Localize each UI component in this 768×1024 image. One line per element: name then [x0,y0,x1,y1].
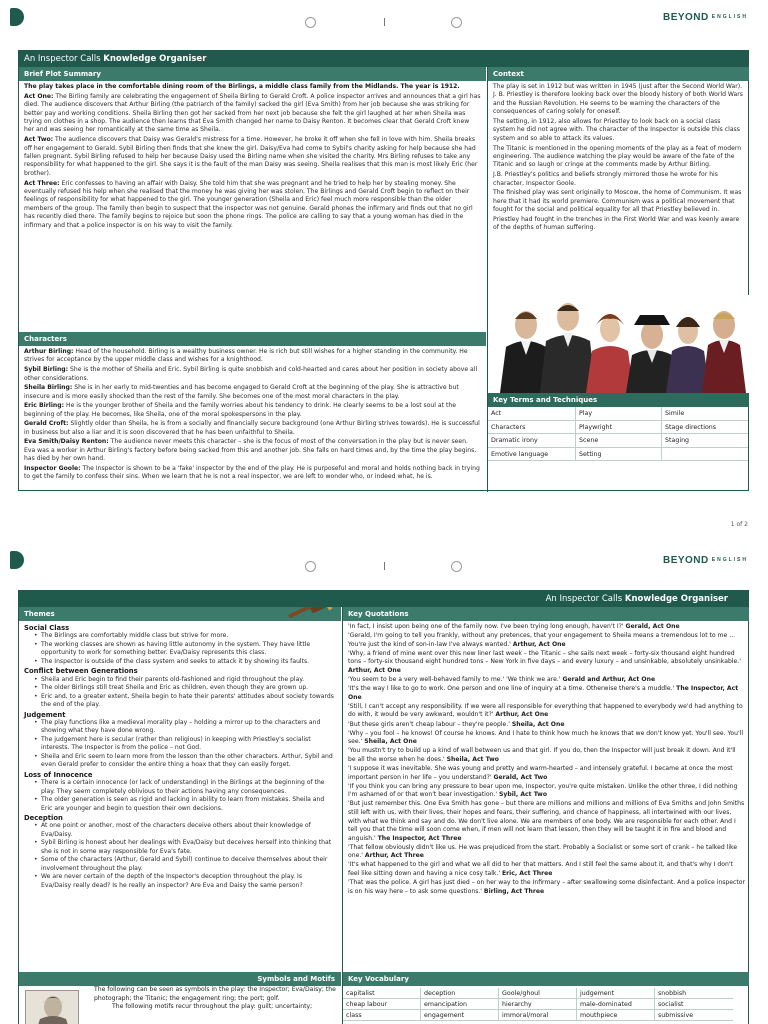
character-entry [24,402,481,419]
page-title: An Inspector Calls Knowledge Organiser [19,51,748,67]
vocab-cell: capitalist [343,988,421,999]
character-name: Sybil Birling: [24,366,69,374]
vocab-cell: engagement [421,1010,499,1021]
vocab-cell: Goole/ghoul [499,988,577,999]
vocab-cell: immoral/moral [499,1010,577,1021]
quotation-speaker: Gerald, Act One [625,623,680,630]
character-description: Head of the household. Birling is a wealthy business owner. He is rich but still wishes for a higher standing in the community. He strives for acceptance by the upper middle class and wishes for a knighthood. [24,348,468,364]
section-heading: Key Terms and Techniques [488,393,749,407]
quotation [348,844,745,861]
plot-summary-section [19,67,486,332]
quotation-speaker: The Inspector, Act One [348,685,739,701]
quotation-speaker: Birling, Act Three [483,887,545,895]
quotation [348,783,745,800]
quotation-text: 'But these girls aren't cheap labour – they're people.' [348,720,510,728]
key-terms-table [488,407,749,461]
knowledge-organiser-page-1 [18,50,749,491]
vocab-cell: class [343,1010,421,1021]
quotation-text: 'If you think you can bring any pressure to bear upon me, Inspector, you're quite mistaken. Unlike the other three, I did nothing I'm ashamed of or that won't bear investigation.' [348,782,738,799]
knowledge-organiser-page-2 [18,590,749,1024]
character-entry [24,465,481,482]
quotation-speaker: Arthur, Act One [348,666,401,674]
character-description: The Inspector is shown to be a 'fake' inspector by the end of the play. He is purposeful and moral and holds nothing back in trying to get the family to confess their sins. When we learn that he is not a real inspector, we are left to wonder who, or indeed what, he is. [24,465,480,481]
act-text: The Birling family are celebrating the engagement of Sheila Birling to Gerald Croft. A police inspector arrives and announces that a girl has died. The audience discovers that Arthur Birling (the patriarch of the family) sacked the girl (Eva Smith) from her job because she was striking for better pay and working conditions. Sheila Birling then got her sacked from her next job because she felt the girl laughed at her when Sheila was trying on clothes in a shop. The audience then learns that Eva Smith changed her name to Daisy Renton. It becomes clear that Gerald Croft knew her and was seeing her romantically at the same time as Sheila. [24,92,481,134]
quotation-text: 'But just remember this. One Eva Smith has gone – but there are millions and millions and millions of Eva Smiths and John Smiths still left with us, with their lives, their hopes and fears, their suffering, and chance of happiness, all intertwined with our lives, with what we think and say and do. We don't live alone. We are members of one body. We are responsible for each other. And I tell you that the time will soon come when, if men will not learn that lesson, then they will be taught it in fire and blood and anguish.' [348,800,745,842]
theme-bullets [24,676,336,710]
key-term-cell: Play [576,407,662,421]
theme-heading: Judgement [24,710,66,719]
character-description: He is the younger brother of Sheila and the family worries about his tendency to drink. He clearly seems to be a lost soul at the beginning of the play. He becomes, like Sheila, one of the moral spokespersons in the play. [24,402,456,418]
quotation-text: 'Why – you fool – he knows! Of course he knows. And I hate to think how much he knows that we don't know yet. You'll see. You'll see.' [348,729,744,746]
vocab-cell: emancipation [421,999,499,1010]
character-entry [24,420,481,437]
context-paragraph: The finished play was sent originally to Moscow, the home of Communism. It was here that it had its world premiere. Communism was a political movement that fought for the social and political equality for all that Priestley believed in. [493,189,742,214]
character-description: She is in her early to mid-twenties and has become engaged to Gerald Croft at the beginning of the play. She is attractive but insecure and is more easily shocked than the rest of the family. She becomes one of the most moral characters in the play. [24,384,459,400]
quotation [348,861,745,878]
theme-bullet: • The Inspector is outside of the class system and seeks to attack it by showing its faults. [24,658,336,666]
quotation-text: 'That was the police. A girl has just died – on her way to the Infirmary – after swallowing some disinfectant. And a police inspector is on his way here – to ask some questions.' [348,879,746,895]
theme-bullet: • Sybil Birling is honest about her dealings with Eva/Daisy but deceives herself into thinking that she is not in some way responsible for Eva's fate. [24,839,336,856]
vocab-cell: cheap labour [343,999,421,1010]
key-vocabulary-section [342,972,749,1024]
motifs-line: The following motifs recur throughout the play: guilt; uncertainty; [112,1003,313,1010]
quotation-speaker: Gerald and Arthur, Act One [562,676,656,684]
quotation-speaker: Arthur, Act Three [364,852,424,860]
theme-bullet: • Eric and, to a greater extent, Sheila begin to hate their parents' attitudes about society towards the end of the play. [24,693,336,710]
quotation-speaker: Sheila, Act Two [446,755,499,763]
character-name: Sheila Birling: [24,384,73,392]
character-description: Slightly older than Sheila, he is from a socially and financially secure background (one Arthur Birling strives towards). He is successful in business but also a liar and it is soon discovered that he has been unfaithful to Sheila. [24,420,480,436]
quotation-text: 'In fact, I insist upon being one of the family now. I've been trying long enough, haven't I?' [348,623,624,630]
theme-heading: Social Class [24,624,70,632]
gavel-icon [281,607,341,631]
characters-section [19,332,486,492]
section-heading: Key Vocabulary [343,972,749,986]
vocab-cell: deception [421,988,499,999]
vocab-cell: snobbish [655,988,733,999]
key-quotations-section [342,607,749,972]
theme-bullet: • Sheila and Eric seem to learn more from the lesson than the other characters. Arthur, Sybil and even Gerald prefer to consider the entire thing a hoax that they can easily forget. [24,753,336,770]
theme-bullets [24,779,336,813]
vocab-cell: submissive [655,1010,733,1021]
key-term-cell: Characters [488,421,576,435]
key-term-cell: Simile [662,407,748,421]
character-name: Eric Birling: [24,402,65,410]
plot-paragraph [24,93,481,135]
page1-header [0,0,768,40]
theme-bullet: • The older generation is seen as rigid and lacking in ability to learn from mistakes. Sheila and Eric are younger and begin to question their own decisions. [24,796,336,813]
section-heading: Context [488,67,749,81]
act-label: Act Two: [24,136,54,144]
theme-heading: Deception [24,813,63,822]
plot-summary-text: The play takes place in the comfortable dining room of the Birlings, a middle class family from the Midlands. The year is 1912. Act One: The Birling family are celebrating the engagement of Sheila Birling to Gerald Croft. A police inspector arrives and announces that a girl has died. The audience discovers that Arthur Birling (the patriarch of the family) sacked the girl (Eva Smith) from her job because she was striking for better pay and working conditions. Sheila Birling then got her sacked from her next job because she felt the girl laughed at her when Sheila was trying on clothes in a shop. The audience then learns that Eva Smith changed her name to Daisy Renton. It becomes clear that Gerald Croft knew her and was seeing her romantically at the same time as Sheila. Act Two: The audience discovers that Daisy was Gerald's mistress for a time. However, he broke it off when she fell in love with him. Sheila breaks off her engagement to Gerald. Sybil Birling then finds that she knew the girl. Daisy/Eva had come to Sybil's charity asking for help because she had fallen pregnant. Sybil Birling refused to help her because Daisy used the Birling name when she visited the charity. Mrs Birling refuses to take any responsibility for what happened to the girl. She says it is the fault of the man Daisy was seeing. Sheila realises that this man is most likely Eric (her brother). Act Three: Eric confesses to having an affair with Daisy. She told him that she was pregnant and he tried to help her by stealing money. She eventually refused his help when she realised that the money he was giving her was stolen. The Birlings and Gerald Croft begin to reflect on their feelings of responsibility for what happened to the girl. The younger generation (Sheila and Eric) feel much more responsible than the older members of the group. The family then begin to suspect that the inspector was not genuine. Gerald phones the infirmary and finds out that no girl has recently died there. The family begins to rejoice but soon the phone rings. The police are calling to say that a young woman has died in the infirmary and that a police inspector is on his way to visit the family. [24,83,481,229]
symbols-line: The following can be seen as symbols in the play: the Inspector; Eva/Daisy; the photograph; the Titanic; the engagement ring; the port; golf. [94,986,336,1002]
quotation-text: 'It's the way I like to go to work. One person and one line of inquiry at a time. Otherwise there's a muddle.' [348,685,675,693]
theme-bullet: • The working classes are shown as having little autonomy in the system. They have little opportunity to work for something better. Eva/Daisy represents this class. [24,641,336,658]
center-mark-icon [384,18,385,26]
quotation [348,879,745,896]
character-name: Inspector Goole: [24,465,81,473]
portrait-photo [25,990,79,1024]
character-description: She is the mother of Sheila and Eric. Sybil Birling is quite snobbish and cold-hearted and cares about her position in society above all other considerations. [24,366,478,382]
character-description: The audience never meets this character – she is the focus of most of the conversation in the play but is never seen. Eva was a worker in Arthur Birling's factory before being sacked from this and another job. She falls on hard times and, by the time the play begins, has died by her own hand. [24,438,477,463]
quotation [348,650,745,676]
punch-hole-icon [305,17,316,28]
quotation-text: 'That fellow obviously didn't like us. He was prejudiced from the start. Probably a Socialist or some sort of crank – he talked like one.' [348,843,738,860]
act-text: The audience discovers that Daisy was Gerald's mistress for a time. However, he broke it off when she fell in love with him. Sheila breaks off her engagement to Gerald. Sybil Birling then finds that she knew the girl. Daisy/Eva had come to Sybil's charity asking for help because she had fallen pregnant. Sybil Birling refused to help her because Daisy used the Birling name when she visited the charity. Mrs Birling refuses to take any responsibility for what happened to the girl. She says it is the fault of the man Daisy was seeing. Sheila realises that this man is most likely Eric (her brother). [24,136,478,177]
vocab-cell: male-dominated [577,999,655,1010]
key-term-cell: Setting [576,448,662,462]
theme-heading: Loss of Innocence [24,770,93,779]
brand-name: BEYOND ENGLISH [662,12,748,23]
characters-text [19,346,486,482]
quotation [348,721,745,730]
key-term-cell: Act [488,407,576,421]
theme-heading: Conflict between Generations [24,667,138,676]
character-name: Eva Smith/Daisy Renton: [24,438,109,446]
brand-logo-icon [10,8,24,26]
punch-hole-icon [451,561,462,572]
center-mark-icon [384,562,385,570]
quotation-speaker: Gerald, Act Two [493,773,548,781]
quotation [348,632,745,649]
section-heading: Brief Plot Summary [19,67,486,81]
theme-bullet: • There is a certain innocence (or lack of understanding) in the Birlings at the beginning of the play. They seem completely oblivious to their actions having any consequences. [24,779,336,796]
theme-bullets [24,719,336,770]
key-term-cell: Scene [576,434,662,448]
vocab-cell: judgement [577,988,655,999]
brand-name: BEYOND ENGLISH [662,555,748,566]
vocab-cell: socialist [655,999,733,1010]
key-term-cell: Stage directions [662,421,748,435]
cast-illustration-image [488,295,749,393]
vocab-cell: mouthpiece [577,1010,655,1021]
character-name: Arthur Birling: [24,348,74,355]
quotation-speaker: Eric, Act Three [501,870,553,878]
act-label: Act Three: [24,179,60,187]
quotation-text: 'Why, a friend of mine went over this new liner last week – the Titanic – she sails next week – forty-six thousand eight hundred tons – forty-six thousand eight hundred tons – New York in five days – and every luxury – and unsinkable, absolutely unsinkable.' [348,649,741,666]
theme-bullet: • The older Birlings still treat Sheila and Eric as children, even though they are grown up. [24,684,336,692]
act-text: Eric confesses to having an affair with Daisy. She told him that she was pregnant and he tried to help her by stealing money. She eventually refused his help when she realised that the money he was giving her was stolen. The Birlings and Gerald Croft begin to reflect on their feelings of responsibility for what happened to the girl. The younger generation (Sheila and Eric) feel much more responsible than the older members of the group. The family then begin to suspect that the inspector was not genuine. Gerald phones the infirmary and finds out that no girl has recently died there. The family begins to rejoice but soon the phone rings. The police are calling to say that a young woman has died in the infirmary and that a police inspector is on his way to visit the family. [24,179,473,229]
quotation [348,800,745,843]
punch-hole-icon [305,561,316,572]
key-terms-section [487,393,749,492]
theme-bullets [24,822,336,890]
cast-illustration [487,295,749,393]
act-label: Act One: [24,92,54,100]
key-term-cell: Staging [662,434,748,448]
quotation-speaker: Arthur, Act One [495,711,549,719]
quotation-speaker: Sybil, Act Two [499,791,548,799]
quotation [348,676,745,685]
key-term-cell: Dramatic irony [488,434,576,448]
section-heading: Symbols and Motifs [19,972,341,986]
quotation-text: 'I suppose it was inevitable. She was young and pretty and warm-hearted – and intensely grateful. I became at once the most important person in her life – you understand?' [348,765,733,781]
section-heading: Themes [19,607,341,621]
quotation-text: 'Still, I can't accept any responsibility. If we were all responsible for everything that happened to everybody we'd had anything to do with, it would be very awkward, wouldn't it?' [348,702,743,719]
character-entry [24,366,481,383]
vocab-cell: hierarchy [499,999,577,1010]
theme-bullets [24,632,336,666]
quotation-speaker: Sheila, Act One [511,720,565,728]
quotation [348,730,745,747]
theme-bullet: • At one point or another, most of the characters deceive others about their knowledge of Eva/Daisy. [24,822,336,839]
symbols-motifs-section [19,972,341,1024]
symbols-text [94,986,339,1012]
quotation-speaker: The Inspector, Act Three [377,834,462,842]
plot-paragraph [24,136,481,178]
key-term-cell: Playwright [576,421,662,435]
page2-header [0,545,768,585]
section-heading: Key Quotations [343,607,749,621]
quotation [348,765,745,782]
quotation-speaker: Sheila, Act One [364,738,417,746]
themes-text [19,621,341,890]
key-term-cell: Emotive language [488,448,576,462]
brand-logo-icon [10,551,24,569]
quotation-speaker: Arthur, Act One [512,640,566,648]
context-section [487,67,749,295]
character-entry [24,348,481,365]
punch-hole-icon [451,17,462,28]
theme-bullet: • We are never certain of the depth of the Inspector's deception throughout the play. Is Eva/Daisy really dead? Is he really an inspector? Are Eva and Daisy the same person? [24,873,336,890]
context-paragraph: The setting, in 1912, also allows for Priestley to look back on a social class system he did not agree with. The character of the Inspector is outside this class system and so able to attack its values. [493,118,740,142]
character-name: Gerald Croft: [24,420,69,428]
theme-bullet: • Some of the characters (Arthur, Gerald and Sybil) continue to deceive themselves about their involvement throughout the play. [24,856,336,873]
theme-bullet: • The judgement here is secular (rather than religious) in keeping with Priestley's socialist interests. The Inspector is from the police – not God. [24,736,336,753]
quotation [348,703,745,720]
quotations-text [343,621,749,896]
quotation [348,747,745,764]
context-paragraph: J.B. Priestley's politics and beliefs strongly mirrored those he wrote for his character, Inspector Goole. [493,171,718,187]
quotation-text: 'You seem to be a very well-behaved family to me.' 'We think we are.' [348,676,561,684]
theme-bullet: • The Birlings are comfortably middle class but strive for more. [24,632,336,640]
theme-bullet: • The play functions like a medieval morality play – holding a mirror up to the characters and showing what they have done wrong. [24,719,336,736]
theme-bullet: • Sheila and Eric begin to find their parents old-fashioned and rigid throughout the play. [24,676,336,684]
context-text [488,81,749,233]
context-paragraph: The Titanic is mentioned in the opening moments of the play as a feat of modern engineering. The audience watching the play would be aware of the fate of the Titanic and so laugh or cringe at the comments made by Arthur Birling. [493,144,742,169]
context-paragraph: The play is set in 1912 but was written in 1945 (just after the Second World War). J. B. Priestley is therefore looking back over the bloody history of both World Wars and the Russian Revolution. He seems to be warning the characters of the consequences of caring solely for oneself. [493,83,743,116]
quotation-text: 'It's what happened to the girl and what we all did to her that matters. And I still feel the same about it, and that's why I don't feel like sitting down and having a nice cosy talk.' [348,861,733,878]
page-number: 1 of 2 [730,521,748,528]
section-heading: Characters [19,332,486,346]
key-vocabulary-table [343,986,749,1021]
character-entry [24,384,481,401]
quotation-text: 'Gerald, I'm going to tell you frankly, without any pretences, that your engagement to Sheila means a tremendous lot to me ... You're just the kind of son-in-law I've always wanted.' [348,632,736,648]
quotation [348,623,745,632]
themes-section [19,607,341,972]
character-entry [24,438,481,463]
plot-paragraph [24,180,481,231]
context-paragraph: Priestley had fought in the trenches in the First World War and was keenly aware of the depths of human suffering. [493,215,740,232]
key-term-cell [662,448,748,462]
quotation-text: 'You mustn't try to build up a kind of wall between us and that girl. If you do, then the Inspector will just break it down. And it'll be all the worse when he does.' [348,747,736,763]
page-title: An Inspector Calls Knowledge Organiser [19,591,748,607]
quotation [348,685,745,702]
